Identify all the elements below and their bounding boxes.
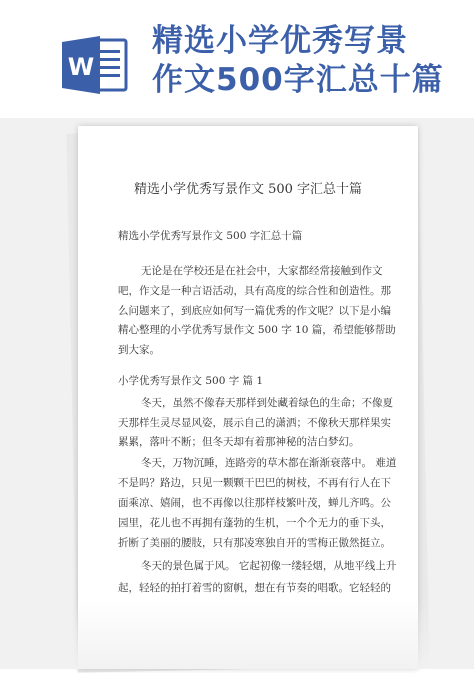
body-line: 不是吗？路边，只见一颗颗干巴巴的树枝，不再有行人在下 <box>118 477 391 489</box>
body-line: 园里，花儿也不再拥有蓬勃的生机，一个个无力的垂下头， <box>118 517 391 529</box>
document-subtitle: 精选小学优秀写景作文 500 字汇总十篇 <box>118 230 303 242</box>
intro-line: 精心整理的小学优秀写景作文 500 字 10 篇，希望能够帮助 <box>118 324 396 336</box>
body-line: 冬天，万物沉睡，连路旁的草木都在渐渐衰落中。 难道 <box>141 457 397 469</box>
body-line: 冬天，虽然不像春天那样到处藏着绿色的生命；不像夏 <box>141 397 393 409</box>
body-line: 天那样生灵尽显风姿，展示自己的潇洒；不像秋天那样果实 <box>118 417 391 429</box>
header-banner <box>0 0 474 120</box>
body-line: 起，轻轻的拍打着雪的窗帆，想在有节奏的唱歌。它轻轻的 <box>118 582 391 594</box>
body-line: 折断了美丽的腰肢，只有那凌寒独自开的雪梅正傲然挺立。 <box>118 537 391 549</box>
word-doc-icon <box>62 34 128 96</box>
body-line: 面乘凉、嬉闹，也不再像以往那样枝繁叶茂，蝉儿齐鸣。公 <box>118 497 391 509</box>
svg-text:W: W <box>67 53 95 81</box>
banner-title-line-2: 作文500字汇总十篇 <box>152 62 444 98</box>
banner-title-line-1: 精选小学优秀写景 <box>152 23 408 59</box>
intro-line: 吧，作文是一种言语活动，具有高度的综合性和创造性。那 <box>118 285 391 297</box>
intro-line: 么问题来了，到底应如何写一篇优秀的作文呢？以下是小编 <box>118 305 391 317</box>
body-line: 冬天的景色属于风。 它起初像一缕轻烟，从地平线上升 <box>141 560 397 572</box>
intro-line: 无论是在学校还是在社会中，大家都经常接触到作文 <box>141 265 383 277</box>
body-line: 累累，落叶不断；但冬天却有着那神秘的洁白梦幻。 <box>118 436 360 448</box>
intro-line: 到大家。 <box>118 344 160 356</box>
bottom-fade <box>0 600 474 669</box>
section-heading: 小学优秀写景作文 500 字 篇 1 <box>118 375 264 387</box>
document-title: 精选小学优秀写景作文 500 字汇总十篇 <box>133 182 363 197</box>
